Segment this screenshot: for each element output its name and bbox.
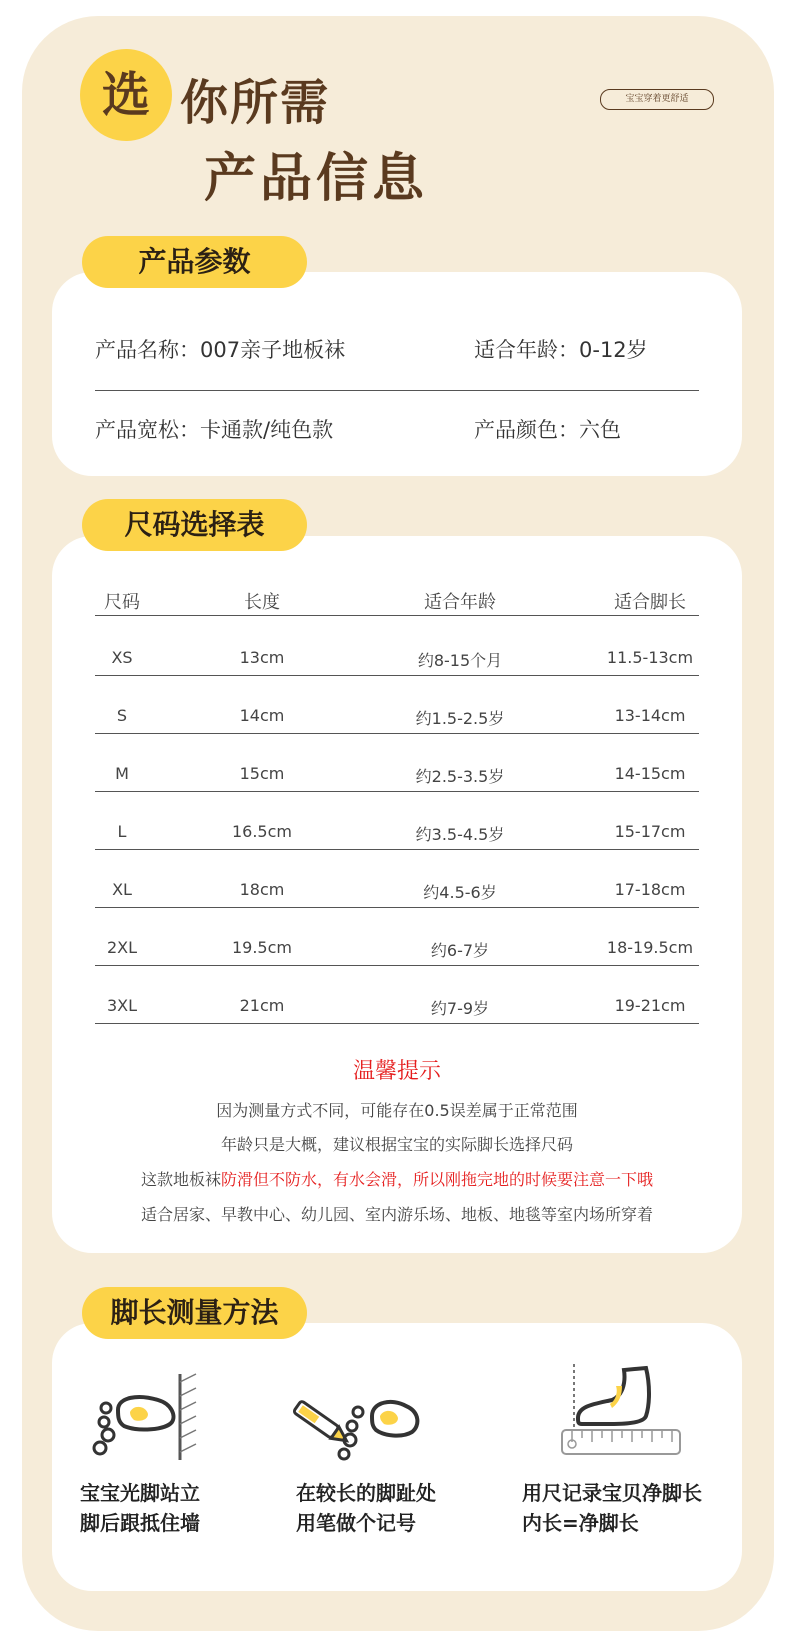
hero-title-line1: 你所需 bbox=[180, 75, 331, 131]
size-cell-length: 14cm bbox=[239, 706, 285, 725]
header-divider bbox=[95, 615, 699, 616]
hero-accent-char: 选 bbox=[101, 67, 150, 123]
tip-line-2: 年龄只是大概，建议根据宝宝的实际脚长选择尺码 bbox=[220, 1135, 573, 1154]
hero-title-line2: 产品信息 bbox=[204, 149, 429, 209]
tip-line-1: 因为测量方式不同，可能存在0.5误差属于正常范围 bbox=[216, 1101, 578, 1120]
info-divider bbox=[95, 390, 699, 391]
measure-step-1: 宝宝光脚站立 脚后跟抵住墙 bbox=[80, 1481, 200, 1535]
col-header-size: 尺码 bbox=[104, 592, 140, 613]
size-cell-size: M bbox=[115, 764, 129, 783]
size-cell-age: 约6-7岁 bbox=[430, 941, 490, 960]
footprint-wall-icon bbox=[88, 1372, 208, 1462]
col-header-foot-length: 适合脚长 bbox=[614, 592, 686, 613]
size-cell-size: 2XL bbox=[106, 938, 138, 957]
row-divider bbox=[95, 791, 699, 792]
size-cell-foot-length: 15-17cm bbox=[614, 822, 686, 841]
row-divider bbox=[95, 849, 699, 850]
size-cell-foot-length: 14-15cm bbox=[614, 764, 686, 783]
size-cell-length: 19.5cm bbox=[231, 938, 292, 957]
measure-step-3: 用尺记录宝贝净脚长 内长=净脚长 bbox=[522, 1481, 702, 1535]
size-cell-foot-length: 18-19.5cm bbox=[606, 938, 694, 957]
size-cell-length: 18cm bbox=[239, 880, 285, 899]
size-cell-age: 约2.5-3.5岁 bbox=[415, 767, 505, 786]
pencil-footprint-icon bbox=[288, 1372, 428, 1462]
size-cell-length: 13cm bbox=[239, 648, 285, 667]
size-cell-age: 约8-15个月 bbox=[417, 651, 503, 670]
foot-ruler-icon bbox=[560, 1360, 690, 1460]
row-divider bbox=[95, 965, 699, 966]
row-divider bbox=[95, 907, 699, 908]
size-cell-age: 约4.5-6岁 bbox=[423, 883, 497, 902]
size-cell-foot-length: 13-14cm bbox=[614, 706, 686, 725]
size-chart-title: 尺码选择表 bbox=[82, 499, 307, 551]
product-info-card bbox=[52, 272, 742, 476]
comfort-tag: 宝宝穿着更舒适 bbox=[600, 89, 714, 110]
info-age: 适合年龄：0-12岁 bbox=[474, 338, 648, 362]
row-divider bbox=[95, 733, 699, 734]
size-cell-length: 16.5cm bbox=[231, 822, 292, 841]
size-cell-age: 约7-9岁 bbox=[430, 999, 490, 1018]
size-cell-size: 3XL bbox=[106, 996, 138, 1015]
size-cell-length: 15cm bbox=[239, 764, 285, 783]
tips-title: 温馨提示 bbox=[352, 1059, 441, 1084]
tip-line-4: 适合居家、早教中心、幼儿园、室内游乐场、地板、地毯等室内场所穿着 bbox=[140, 1205, 653, 1224]
info-color: 产品颜色：六色 bbox=[474, 418, 621, 442]
size-cell-age: 约1.5-2.5岁 bbox=[415, 709, 505, 728]
tip-line-3: 这款地板袜防滑但不防水，有水会滑，所以刚拖完地的时候要注意一下哦 bbox=[140, 1170, 654, 1189]
size-cell-foot-length: 11.5-13cm bbox=[606, 648, 694, 667]
row-divider bbox=[95, 1023, 699, 1024]
info-fit: 产品宽松：卡通款/纯色款 bbox=[95, 418, 334, 442]
measure-title: 脚长测量方法 bbox=[82, 1287, 307, 1339]
size-cell-size: XS bbox=[111, 648, 133, 667]
measure-step-2: 在较长的脚趾处 用笔做个记号 bbox=[296, 1481, 436, 1535]
product-info-title: 产品参数 bbox=[82, 236, 307, 288]
size-cell-foot-length: 17-18cm bbox=[614, 880, 686, 899]
size-cell-size: L bbox=[117, 822, 127, 841]
col-header-age: 适合年龄 bbox=[424, 592, 496, 613]
size-cell-size: S bbox=[116, 706, 128, 725]
col-header-length: 长度 bbox=[244, 592, 280, 613]
info-name: 产品名称：007亲子地板袜 bbox=[95, 338, 346, 362]
row-divider bbox=[95, 675, 699, 676]
size-cell-size: XL bbox=[112, 880, 132, 899]
size-cell-foot-length: 19-21cm bbox=[614, 996, 686, 1015]
size-cell-age: 约3.5-4.5岁 bbox=[415, 825, 505, 844]
size-cell-length: 21cm bbox=[239, 996, 285, 1015]
